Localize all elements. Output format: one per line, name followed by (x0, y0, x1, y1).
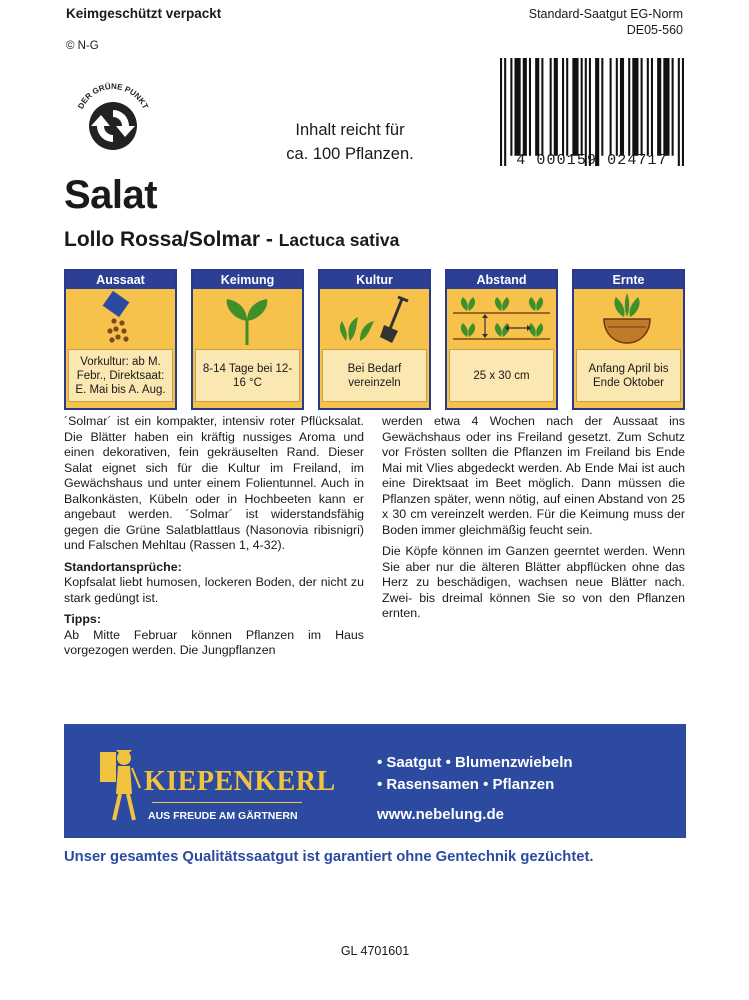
brand-slogan: AUS FREUDE AM GÄRTNERN (148, 810, 298, 822)
standard-line-1: Standard-Saatgut EG-Norm (528, 7, 683, 21)
barcode-bar (581, 58, 583, 156)
seedling-icon (193, 289, 302, 349)
panel-kultur (318, 269, 431, 410)
content-line-1: Inhalt reicht für (295, 121, 405, 139)
latin-name: Lactuca sativa (278, 230, 400, 250)
panel-label: Ernte (574, 271, 683, 289)
barcode-bar (585, 58, 587, 166)
description-column-left (64, 414, 364, 665)
seed-bag-icon (66, 289, 175, 349)
subtitle-dash: - (260, 228, 279, 251)
barcode-bar (595, 58, 599, 166)
barcode-bar (672, 58, 674, 156)
kiepenkerl-figure-icon (92, 744, 144, 824)
barcode-bar (610, 58, 612, 156)
shovel-plants-icon (320, 289, 429, 349)
barcode-bar (535, 58, 539, 156)
gmo-free-statement: Unser gesamtes Qualitätssaatgut ist garantiert ohne Gentechnik gezüchtet. (64, 849, 594, 865)
gruene-punkt-text: DER GRÜNE PUNKT (76, 81, 150, 111)
product-categories (377, 752, 573, 796)
panel-text: 8-14 Tage bei 12-16 °C (195, 349, 300, 402)
barcode-bar (678, 58, 680, 166)
product-title: Salat (64, 173, 158, 217)
barcode-bar (554, 58, 558, 156)
panel-label: Aussaat (66, 271, 175, 289)
panel-text: Anfang April bis Ende Oktober (576, 349, 681, 402)
tipps-text: Ab Mitte Februar können Pflanzen im Haus vorgezogen werden. Die Jungpflanzen (64, 627, 364, 657)
barcode-bar (562, 58, 564, 156)
brand-divider (152, 802, 302, 803)
panel-text: 25 x 30 cm (449, 349, 554, 402)
harvest-bowl-icon (574, 289, 683, 349)
section-heading-tipps: Tipps: (64, 612, 101, 626)
barcode-bar (620, 58, 624, 156)
barcode-bar (616, 58, 618, 156)
harvest-paragraph: Die Köpfe können im Ganzen geerntet werden. Wenn Sie aber nur die älteren Blätter abpflücken ohne das Herz zu beschädigen, wachsen neue Blätter nach. Zwei- bis dreimal können Sie so von den Pflanzen ernten. (382, 544, 685, 620)
brand-name: KIEPENKERL (144, 766, 336, 797)
section-heading-standort: Standortansprüche: (64, 559, 182, 574)
panel-aussaat (64, 269, 177, 410)
brand-banner (64, 724, 686, 838)
barcode-bar (523, 58, 527, 156)
barcode-bar (663, 58, 669, 156)
barcode-bar (566, 58, 568, 156)
barcode-bar (541, 58, 543, 156)
standort-text: Kopfsalat liebt humosen, lockeren Boden, der nicht zu stark gedüngt ist. (64, 575, 364, 605)
variety-name: Lollo Rossa/Solmar (64, 228, 261, 251)
barcode-bar (529, 58, 531, 156)
categories-line-1: • Saatgut • Blumenzwiebeln (377, 754, 573, 771)
barcode-bar (682, 58, 684, 166)
content-line-2: ca. 100 Pflanzen. (286, 145, 414, 163)
panel-label: Abstand (447, 271, 556, 289)
standard-line-2: DE05-560 (626, 23, 683, 37)
cultivation-paragraph: werden etwa 4 Wochen nach der Aussaat ins Gewächshaus oder ins Freiland gesetzt. Zum Schutz vor Frösten sollten die Pflanzen im Freiland bis Ende Mai mit Vlies abgedeckt werden. Ab Ende Mai ist auch eine Direktsaat im Beet möglich. Dann müssen die Pflanzen später, wenn nötig, auf einen Abstand von 25 x 30 cm vereinzelt werden. Für die Keimung muss der Boden immer gleichmäßig feucht sein. (382, 414, 685, 537)
barcode-bar (647, 58, 649, 156)
barcode-bar (504, 58, 506, 166)
barcode-bar (641, 58, 643, 156)
panel-label: Kultur (320, 271, 429, 289)
barcode-bar (651, 58, 653, 156)
product-subtitle (64, 228, 399, 252)
barcode-bar (657, 58, 661, 156)
panel-keimung (191, 269, 304, 410)
barcode-bar (601, 58, 603, 156)
barcode (498, 58, 686, 166)
panel-text: Bei Bedarf vereinzeln (322, 349, 427, 402)
description-paragraph: ´Solmar´ ist ein kompakter, intensiv roter Pflücksalat. Die Blätter haben ein kräftig nussiges Aroma und einen dekorativen, fein gekräuselten Rand. Dieser Salat eignet sich für die Kultur im Freiland, im Gewächshaus und unter einem Folientunnel. Auch in Balkonkästen, Kübeln oder in Hochbeeten kann er angebaut werden. ´Solmar´ ist widerstandsfähig gegen die Grüne Salatblattlaus (Nasonovia ribisnigri) und Falschen Mehltau (Rassen 1, 4-32). (64, 414, 364, 552)
seed-standard (529, 6, 683, 38)
copyright-note: © N-G (66, 40, 99, 52)
categories-line-2: • Rasensamen • Pflanzen (377, 776, 555, 793)
spacing-plants-icon (447, 289, 556, 349)
panel-ernte (572, 269, 685, 410)
gruene-punkt-logo (66, 70, 160, 164)
panel-abstand (445, 269, 558, 410)
barcode-digits: 4 000159 024717 (516, 152, 668, 169)
barcode-bar (510, 58, 512, 156)
description-column-right (382, 414, 685, 628)
barcode-bar (589, 58, 591, 166)
packaging-note: Keimgeschützt verpackt (66, 6, 222, 21)
barcode-bar (632, 58, 638, 156)
website-link[interactable]: www.nebelung.de (377, 806, 504, 823)
article-code: GL 4701601 (340, 944, 410, 958)
barcode-bar (514, 58, 520, 156)
content-amount (250, 118, 450, 166)
barcode-bar (628, 58, 630, 156)
barcode-bar (550, 58, 552, 156)
panel-text: Vorkultur: ab M. Febr., Direktsaat: E. Mai bis A. Aug. (68, 349, 173, 402)
growing-info-panels (64, 269, 686, 410)
panel-label: Keimung (193, 271, 302, 289)
barcode-bar (572, 58, 578, 156)
barcode-bar (500, 58, 502, 166)
